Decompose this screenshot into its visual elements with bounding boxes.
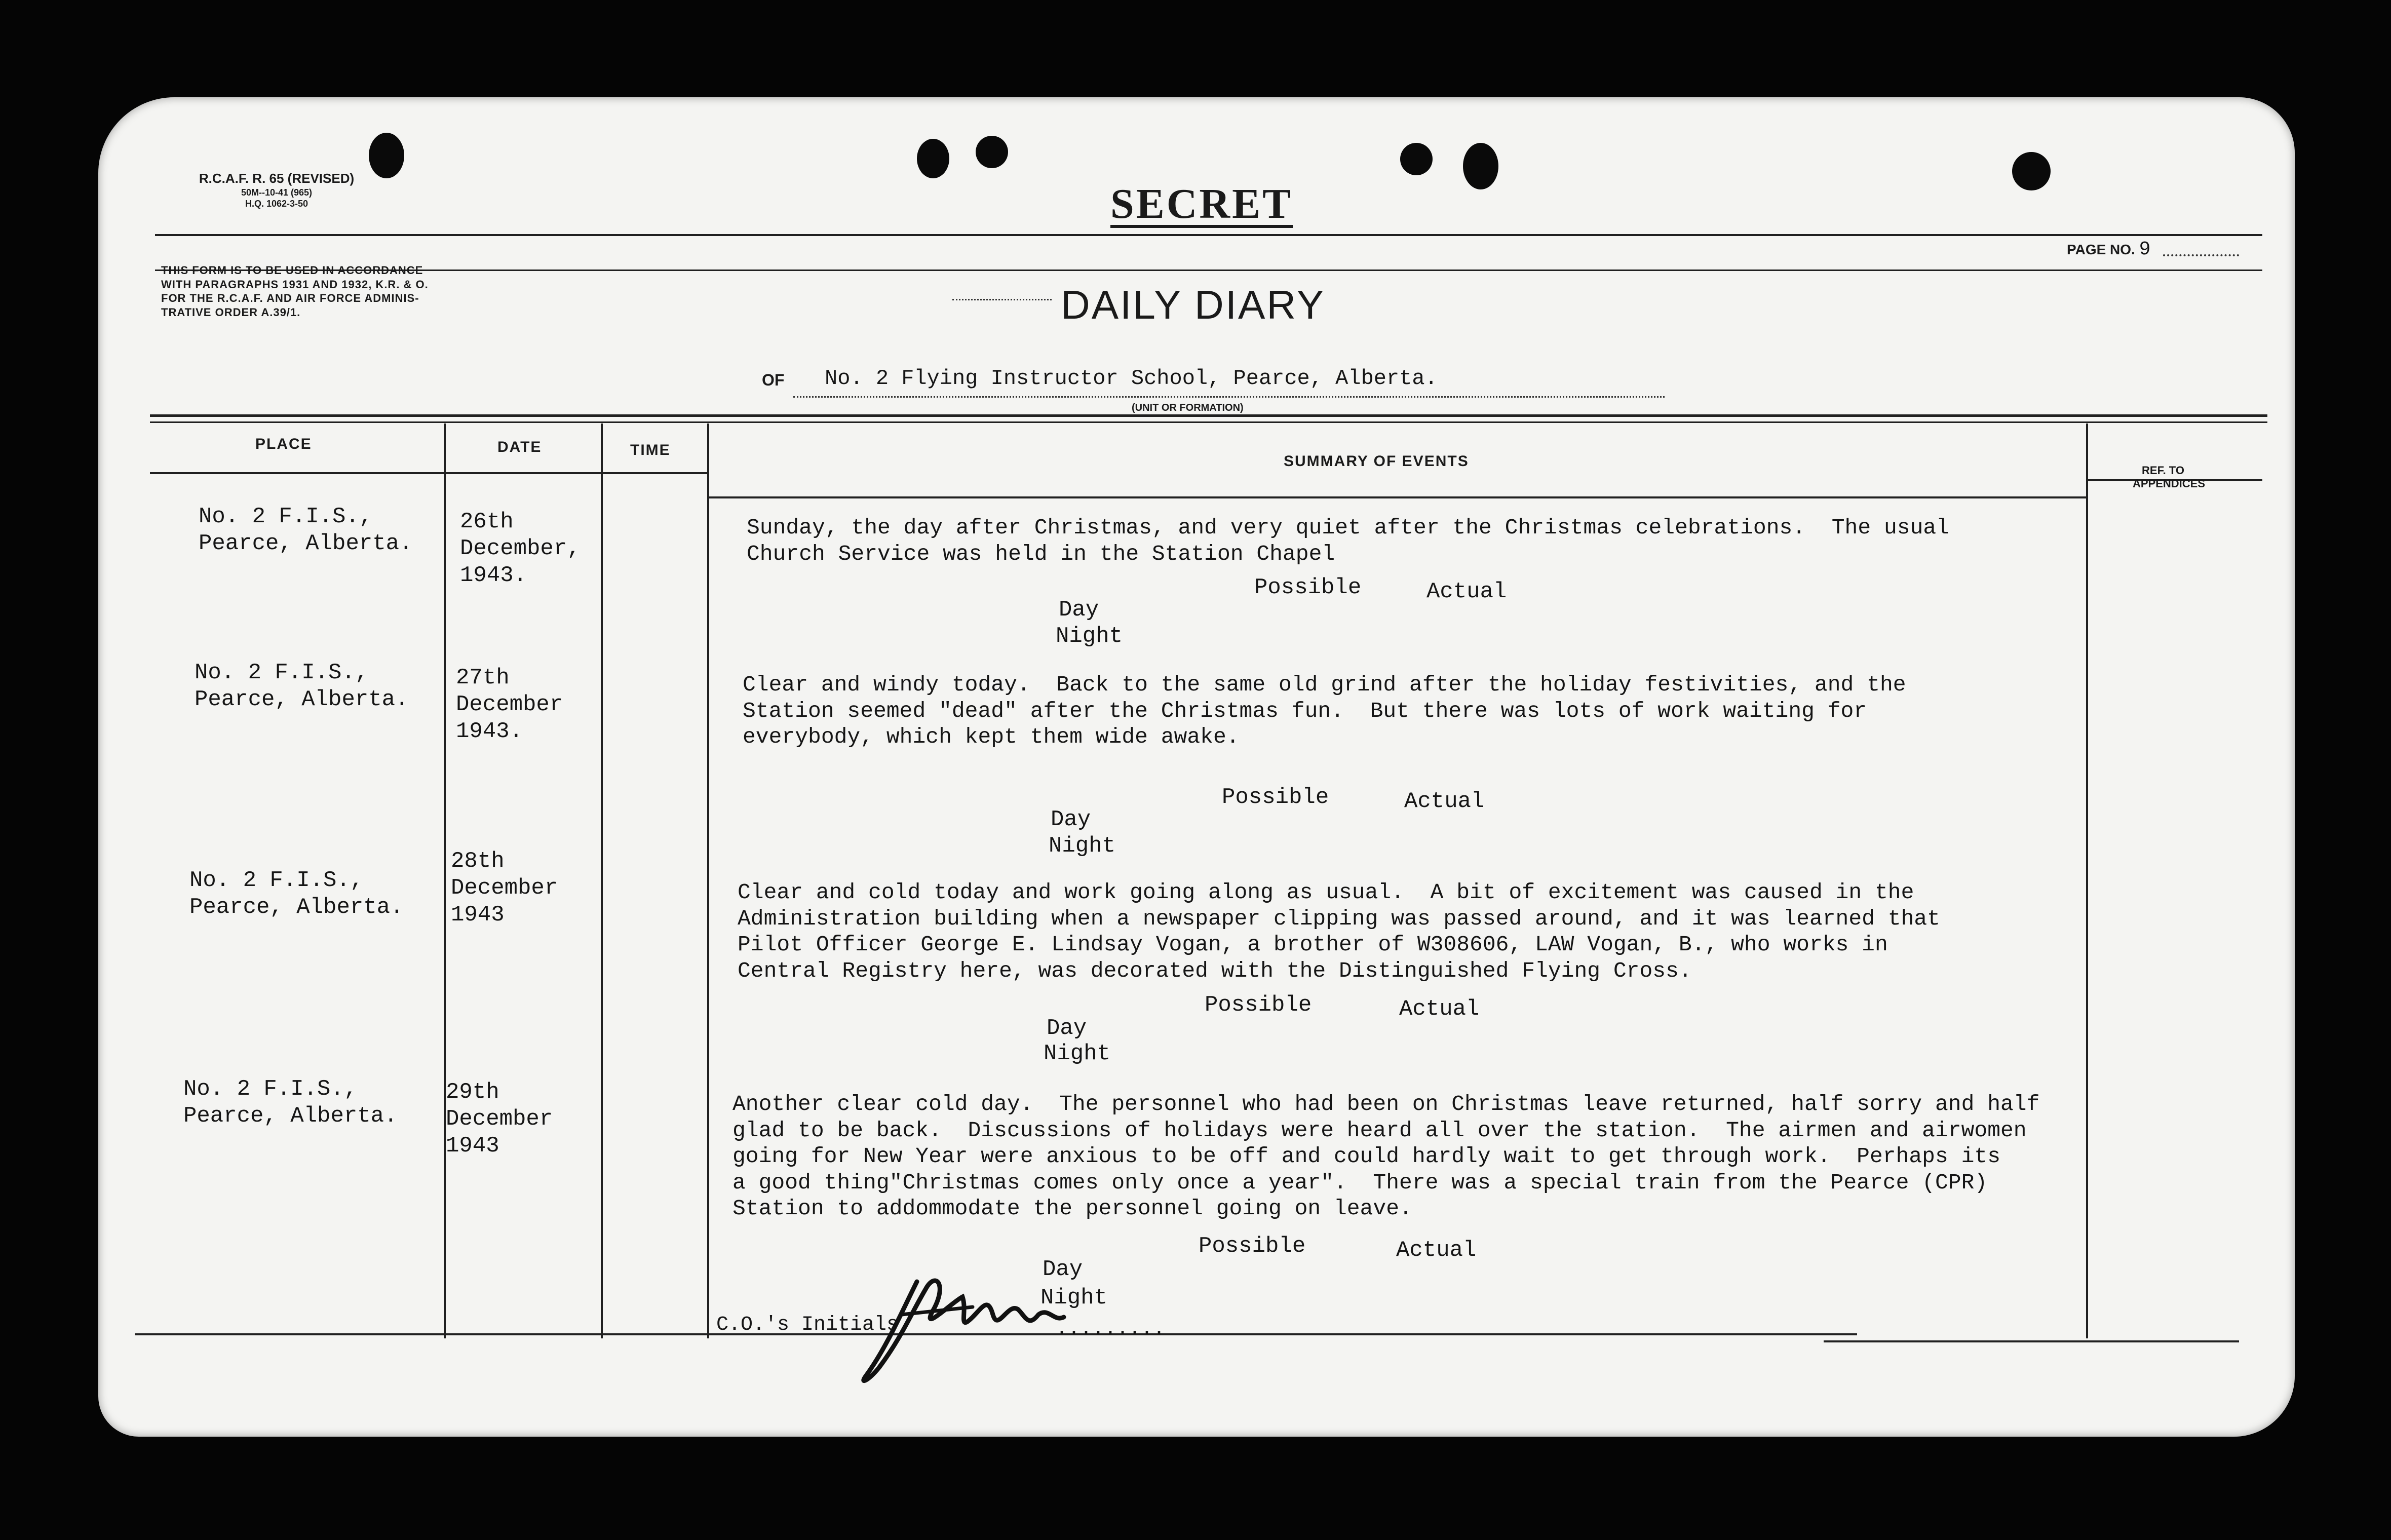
page-label: PAGE NO.: [2067, 242, 2135, 257]
entry-place: [183, 1076, 397, 1130]
column-place: PLACE: [255, 436, 312, 452]
flying-possible-label: Possible: [1254, 575, 1362, 600]
print-code: 50M--10-41 (965): [241, 187, 313, 198]
instruction-line: WITH PARAGRAPHS 1931 AND 1932, K.R. & O.: [161, 278, 429, 291]
summary-line: Station seemed "dead" after the Christmas fun. But there was lots of work waiting for: [743, 698, 1867, 723]
print-code: H.Q. 1062-3-50: [245, 199, 308, 209]
entry-summary: [732, 1091, 2039, 1222]
column-ref: [2133, 464, 2206, 490]
flying-night-label: Night: [1044, 1041, 1111, 1066]
unit-dots: [793, 396, 1665, 398]
header-rule: [155, 234, 2262, 236]
instruction-line: TRATIVE ORDER A.39/1.: [161, 305, 301, 319]
date-time-divider: [601, 423, 603, 1338]
entry-date: [460, 509, 581, 589]
place-line: No. 2 F.I.S.,: [199, 504, 373, 529]
of-label: OF: [762, 371, 785, 389]
date-line: December,: [460, 535, 581, 561]
column-header-rule: [150, 472, 709, 474]
summary-line: Central Registry here, was decorated with the Distinguished Flying Cross.: [738, 958, 1692, 983]
entry-summary: [743, 672, 1906, 750]
summary-line: glad to be back. Discussions of holidays were heard all over the station. The airmen and airwomen: [732, 1118, 2027, 1143]
punch-hole: [2012, 152, 2051, 190]
co-initials-dots: .........: [1056, 1318, 1166, 1340]
form-instructions: [161, 263, 566, 319]
column-date: DATE: [497, 439, 542, 455]
entry-summary: [747, 515, 1949, 567]
time-summary-divider: [707, 423, 709, 1338]
summary-line: Sunday, the day after Christmas, and very quiet after the Christmas celebrations. The usual: [747, 515, 1949, 540]
flying-day-label: Day: [1059, 597, 1099, 623]
flying-day-label: Day: [1043, 1257, 1083, 1282]
date-line: 27th: [456, 665, 510, 690]
entry-place: [199, 504, 412, 557]
entry-date: [451, 848, 558, 928]
column-ref-line: APPENDICES: [2133, 477, 2206, 490]
place-line: Pearce, Alberta.: [195, 686, 409, 712]
date-line: December: [456, 691, 563, 717]
table-top-rule: [150, 421, 2267, 423]
column-header-rule: [709, 496, 2087, 498]
entry-place: [195, 660, 408, 713]
punch-hole: [976, 136, 1008, 168]
punch-hole: [1463, 143, 1498, 189]
date-line: 1943: [446, 1133, 499, 1159]
form-identifier: [165, 170, 388, 210]
title-dots: [952, 299, 1052, 300]
summary-line: everybody, which kept them wide awake.: [743, 724, 1240, 750]
date-line: 29th: [446, 1080, 499, 1105]
unit-name: No. 2 Flying Instructor School, Pearce, Alberta.: [825, 366, 1438, 391]
summary-line: Station to addommodate the personnel going on leave.: [732, 1196, 1412, 1221]
flying-night-label: Night: [1049, 833, 1116, 859]
form-id: R.C.A.F. R. 65 (REVISED): [199, 171, 355, 186]
column-ref-line: REF. TO: [2142, 464, 2184, 477]
date-line: 26th: [460, 509, 514, 534]
entry-date: [456, 665, 563, 745]
place-line: No. 2 F.I.S.,: [195, 660, 369, 685]
summary-line: Church Service was held in the Station Chapel: [747, 541, 1335, 566]
flying-night-label: Night: [1040, 1285, 1108, 1311]
footer-rule: [1824, 1340, 2239, 1342]
date-line: December: [446, 1106, 553, 1132]
flying-possible-label: Possible: [1222, 785, 1329, 810]
summary-line: Pilot Officer George E. Lindsay Vogan, a brother of W308606, LAW Vogan, B., who works in: [738, 932, 1888, 957]
date-line: 28th: [451, 849, 505, 874]
flying-actual-label: Actual: [1399, 996, 1480, 1022]
page-number: 9: [2139, 239, 2151, 260]
form-title: DAILY DIARY: [1061, 282, 1326, 327]
place-line: No. 2 F.I.S.,: [183, 1076, 358, 1102]
flying-night-label: Night: [1056, 624, 1123, 649]
summary-ref-divider: [2086, 423, 2088, 1338]
place-line: Pearce, Alberta.: [189, 894, 404, 920]
summary-line: Clear and windy today. Back to the same old grind after the holiday festivities, and the: [743, 672, 1906, 697]
date-line: 1943: [451, 902, 505, 928]
summary-line: Another clear cold day. The personnel who had been on Christmas leave returned, half sorry and half: [732, 1092, 2040, 1116]
instruction-line: THIS FORM IS TO BE USED IN ACCORDANCE: [161, 264, 423, 277]
unit-caption: (UNIT OR FORMATION): [1132, 402, 1244, 413]
punch-hole: [1400, 143, 1433, 175]
summary-line: Administration building when a newspaper clipping was passed around, and it was learned that: [738, 906, 1940, 931]
instruction-line: FOR THE R.C.A.F. AND AIR FORCE ADMINIS-: [161, 292, 419, 304]
place-date-divider: [444, 423, 446, 1338]
date-line: 1943.: [456, 718, 523, 744]
table-top-rule: [150, 414, 2267, 417]
place-line: Pearce, Alberta.: [199, 530, 413, 556]
place-line: No. 2 F.I.S.,: [189, 868, 364, 893]
place-line: Pearce, Alberta.: [183, 1103, 398, 1129]
entry-summary: [738, 879, 1940, 984]
classification-stamp: SECRET: [1110, 180, 1293, 227]
flying-day-label: Day: [1051, 807, 1091, 832]
date-line: 1943.: [460, 562, 527, 588]
page-number-dots: [2163, 254, 2239, 256]
flying-possible-label: Possible: [1205, 992, 1312, 1018]
co-initials-label: C.O.'s Initials: [716, 1314, 899, 1336]
flying-actual-label: Actual: [1404, 789, 1485, 814]
co-signature: [856, 1266, 1099, 1388]
entry-place: [189, 867, 403, 921]
entry-date: [446, 1079, 553, 1159]
column-time: TIME: [630, 442, 671, 458]
flying-actual-label: Actual: [1426, 579, 1507, 604]
flying-actual-label: Actual: [1396, 1238, 1477, 1263]
summary-line: a good thing"Christmas comes only once a year". There was a special train from the Pearce (CPR): [732, 1170, 1988, 1195]
date-line: December: [451, 875, 558, 901]
page-number-label: [2067, 238, 2150, 261]
punch-hole: [917, 139, 949, 178]
summary-line: Clear and cold today and work going along as usual. A bit of excitement was caused in the: [738, 880, 1914, 905]
column-summary: SUMMARY OF EVENTS: [1284, 453, 1469, 470]
summary-line: going for New Year were anxious to be off and could hardly wait to get through work. Perhaps its: [732, 1144, 2001, 1169]
flying-possible-label: Possible: [1199, 1234, 1306, 1259]
flying-day-label: Day: [1047, 1016, 1087, 1041]
